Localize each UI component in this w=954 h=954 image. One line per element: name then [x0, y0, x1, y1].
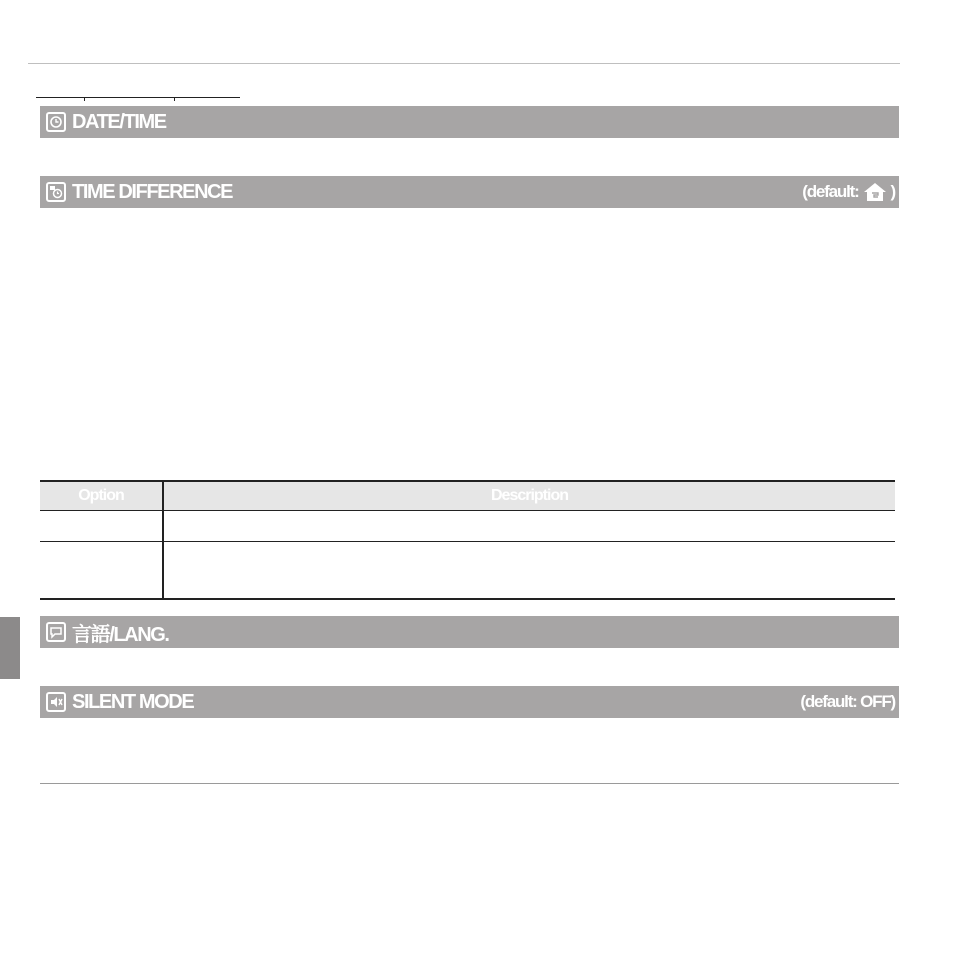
table-cell-description	[163, 511, 895, 542]
default-note: (default: OFF)	[800, 692, 895, 711]
table-cell-option	[40, 511, 163, 542]
default-label: (default:	[802, 182, 859, 201]
table-header-description: Description	[163, 481, 895, 511]
silent-mode-icon	[46, 692, 66, 712]
section-title: TIME DIFFERENCE	[72, 180, 233, 203]
default-note	[802, 176, 895, 208]
section-time-difference	[40, 176, 899, 208]
breadcrumb-underline	[36, 97, 240, 98]
home-icon	[861, 181, 889, 203]
section-language	[40, 616, 899, 648]
language-icon	[46, 622, 66, 642]
default-close: )	[890, 182, 895, 201]
time-difference-icon	[46, 182, 66, 202]
underline-tick	[174, 97, 175, 101]
section-title: SILENT MODE	[72, 690, 194, 713]
section-date-time	[40, 106, 899, 138]
table-cell-description	[163, 542, 895, 600]
section-title: DATE/TIME	[72, 110, 166, 133]
table-cell-option	[40, 542, 163, 600]
chapter-tab	[0, 617, 20, 679]
section-title: 言語/LANG.	[72, 623, 169, 646]
underline-tick	[84, 97, 85, 101]
option-table	[40, 480, 895, 600]
clock-icon	[46, 112, 66, 132]
top-rule	[28, 63, 900, 64]
table-row	[40, 542, 895, 600]
section-silent-mode	[40, 686, 899, 718]
bottom-rule	[40, 783, 899, 784]
table-row	[40, 511, 895, 542]
table-header-option: Option	[40, 481, 163, 511]
